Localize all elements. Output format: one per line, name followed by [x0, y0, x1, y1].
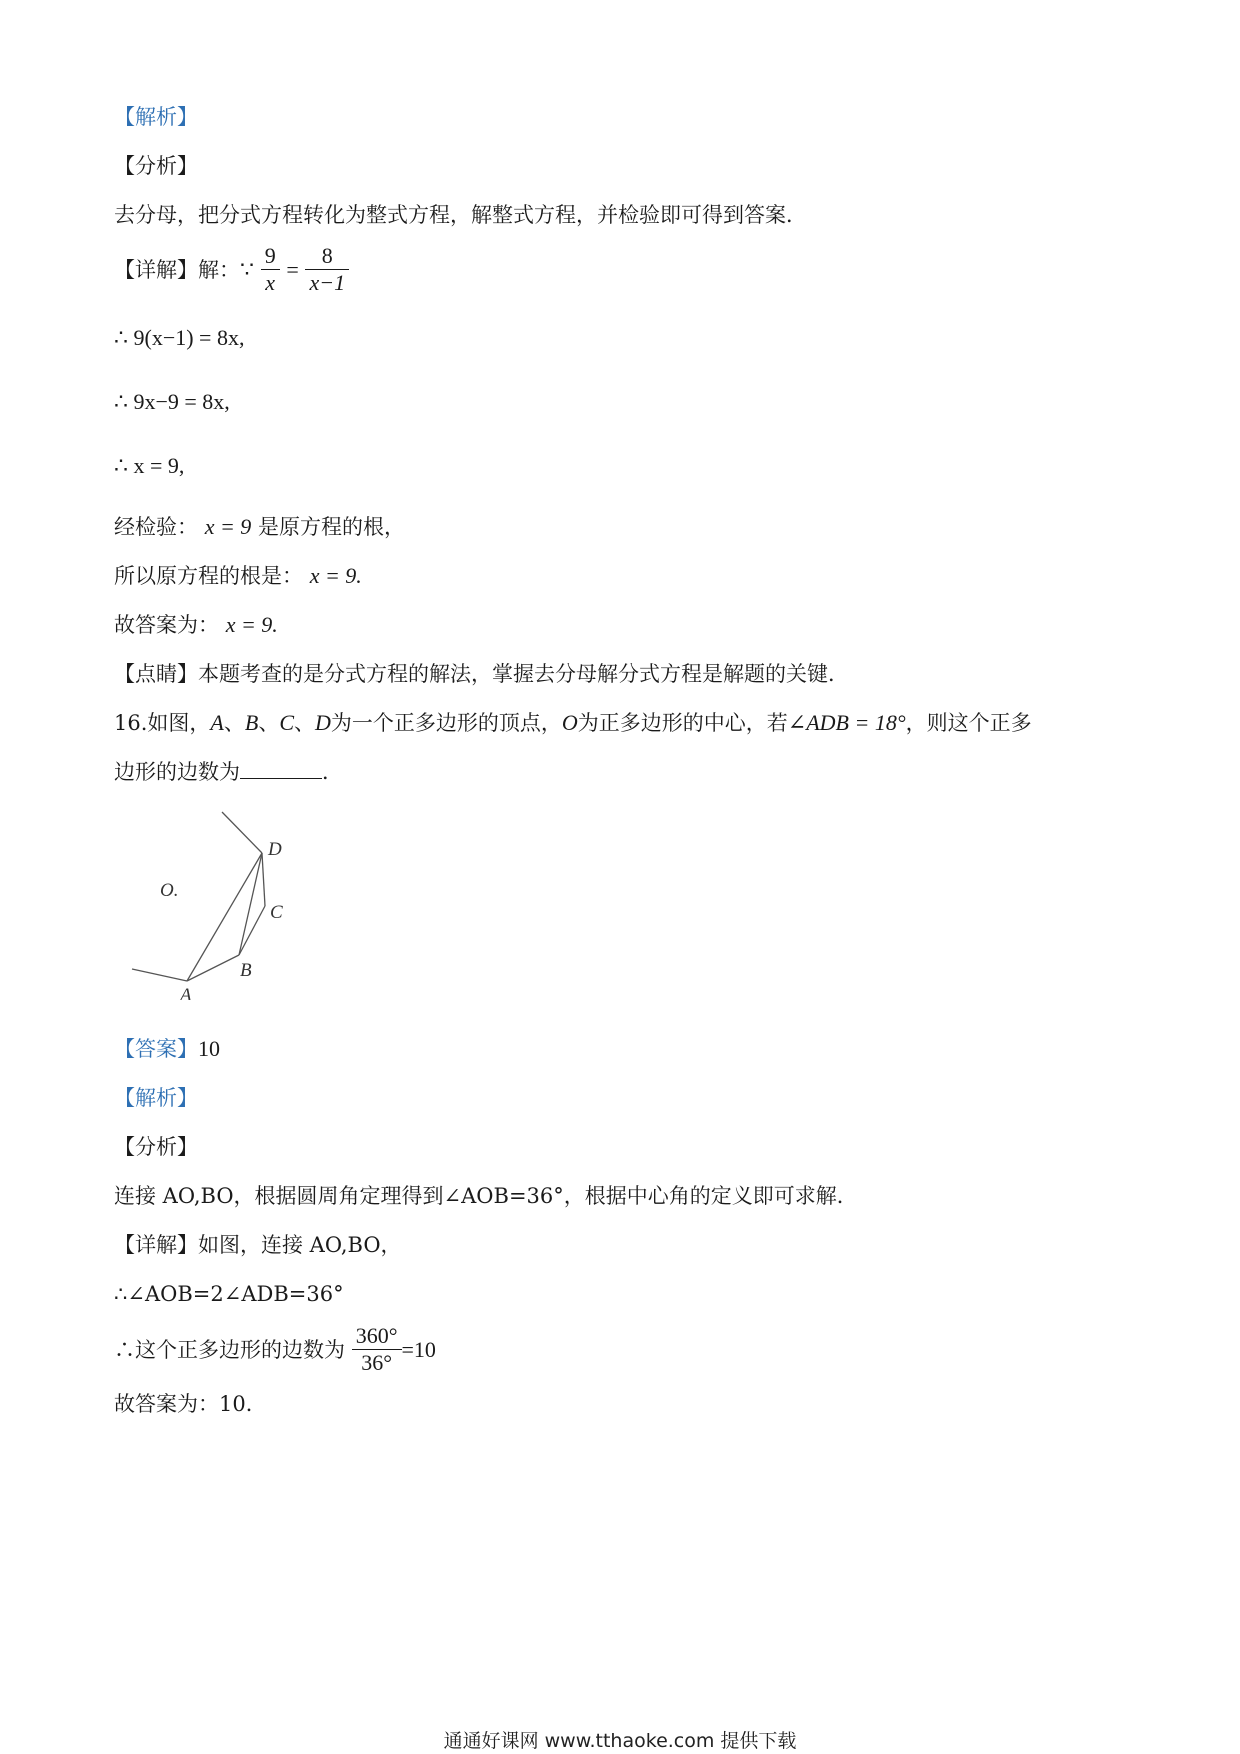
- fenxi-text-2: 连接 AO,BO，根据圆周角定理得到∠AOB=36°，根据中心角的定义即可求解．: [114, 1184, 858, 1208]
- jiexi-label-1: 【解析】: [114, 105, 198, 129]
- frac1-denominator: x: [261, 269, 280, 296]
- question-text-1: 为一个正多边形的顶点，: [330, 711, 562, 735]
- footer-credit: 通通好课网 www.tthaoke.com 提供下载: [443, 1730, 797, 1752]
- step-1: ∴ 9(x−1) = 8x,: [114, 325, 245, 350]
- frac2-numerator: 8: [321, 243, 333, 268]
- label-d: D: [268, 839, 282, 860]
- label-b: B: [240, 960, 252, 981]
- edge-a-extension: [132, 969, 187, 981]
- question-number: 16.如图，: [114, 711, 211, 735]
- root-line: [114, 562, 362, 590]
- label-o: O.: [160, 880, 179, 901]
- xiangjie-label-1: 【详解】: [114, 258, 198, 282]
- root-prefix: 所以原方程的根是：: [114, 564, 303, 588]
- frac3-denominator: 36°: [352, 1349, 402, 1376]
- question-text-2: 为正多边形的中心，若: [577, 711, 788, 735]
- frac2-denominator: x−1: [305, 269, 349, 296]
- center-o: O: [561, 710, 578, 735]
- dianjing-label: 【点睛】: [114, 662, 198, 686]
- vertex-a: A: [210, 710, 224, 735]
- separator-3: 、: [294, 711, 315, 735]
- check-math: x = 9: [204, 514, 252, 539]
- question-line2-end: ．: [322, 760, 343, 784]
- xiangjie-text-2: 如图，连接 AO,BO，: [198, 1233, 402, 1257]
- xiangjie-line-2: [114, 1231, 402, 1259]
- fenxi-label-2: 【分析】: [114, 1135, 198, 1159]
- answer-line-2: 故答案为：10．: [114, 1392, 267, 1416]
- fenxi-label-1: 【分析】: [114, 154, 198, 178]
- daan-value: 10: [198, 1036, 220, 1061]
- vertex-c: C: [279, 710, 294, 735]
- because-symbol: ∵: [240, 257, 254, 282]
- edge-bc: [239, 906, 265, 955]
- question-line2-text: 边形的边数为: [114, 760, 240, 784]
- dianjing-line: [114, 660, 849, 688]
- segment-bd: [239, 853, 262, 955]
- frac3-numerator: 360°: [355, 1323, 398, 1348]
- step-2: ∴ 9x−9 = 8x,: [114, 389, 230, 414]
- check-suffix: 是原方程的根，: [258, 515, 405, 539]
- answer-prefix-1: 故答案为：: [114, 613, 219, 637]
- answer-line-1: [114, 611, 278, 639]
- edge-cd: [262, 853, 265, 906]
- fenxi-text-1: 去分母，把分式方程转化为整式方程，解整式方程，并检验即可得到答案．: [114, 203, 807, 227]
- check-prefix: 经检验：: [114, 515, 198, 539]
- answer-math-1: x = 9.: [225, 612, 278, 637]
- root-math: x = 9.: [309, 563, 362, 588]
- check-line: [114, 513, 405, 541]
- fraction-9-over-x: [261, 243, 280, 296]
- fraction-360-over-36: [352, 1323, 402, 1376]
- angle-adb: ∠ADB = 18°: [787, 710, 906, 735]
- dianjing-text: 本题考查的是分式方程的解法，掌握去分母解分式方程是解题的关键．: [198, 662, 849, 686]
- question-text-3: ，则这个正多: [905, 711, 1032, 735]
- question-16-line-1: [114, 709, 1032, 737]
- aob-step: ∴∠AOB=2∠ADB=36°: [114, 1282, 344, 1306]
- daan-line: [114, 1035, 220, 1063]
- jiexi-label-2: 【解析】: [114, 1086, 198, 1110]
- frac1-numerator: 9: [264, 243, 276, 268]
- polygon-figure: [122, 800, 322, 1000]
- xiangjie-line-1: [114, 240, 349, 300]
- fraction-8-over-x-1: [305, 243, 349, 296]
- edge-d-extension: [222, 812, 262, 853]
- sides-prefix: ∴这个正多边形的边数为: [114, 1338, 345, 1362]
- label-a: A: [180, 985, 192, 1000]
- answer-blank: [240, 758, 322, 779]
- separator-1: 、: [223, 711, 245, 735]
- vertex-b: B: [244, 710, 259, 735]
- step-3: ∴ x = 9,: [114, 453, 185, 478]
- sides-suffix: =10: [401, 1337, 436, 1362]
- xiangjie-prefix: 解：: [198, 258, 240, 282]
- sides-step: [114, 1320, 436, 1380]
- xiangjie-label-2: 【详解】: [114, 1233, 198, 1257]
- label-c: C: [270, 902, 283, 923]
- separator-2: 、: [258, 711, 280, 735]
- daan-label: 【答案】: [114, 1037, 198, 1061]
- vertex-d: D: [315, 710, 331, 735]
- equals-sign: =: [286, 257, 299, 282]
- question-16-line-2: [114, 758, 343, 786]
